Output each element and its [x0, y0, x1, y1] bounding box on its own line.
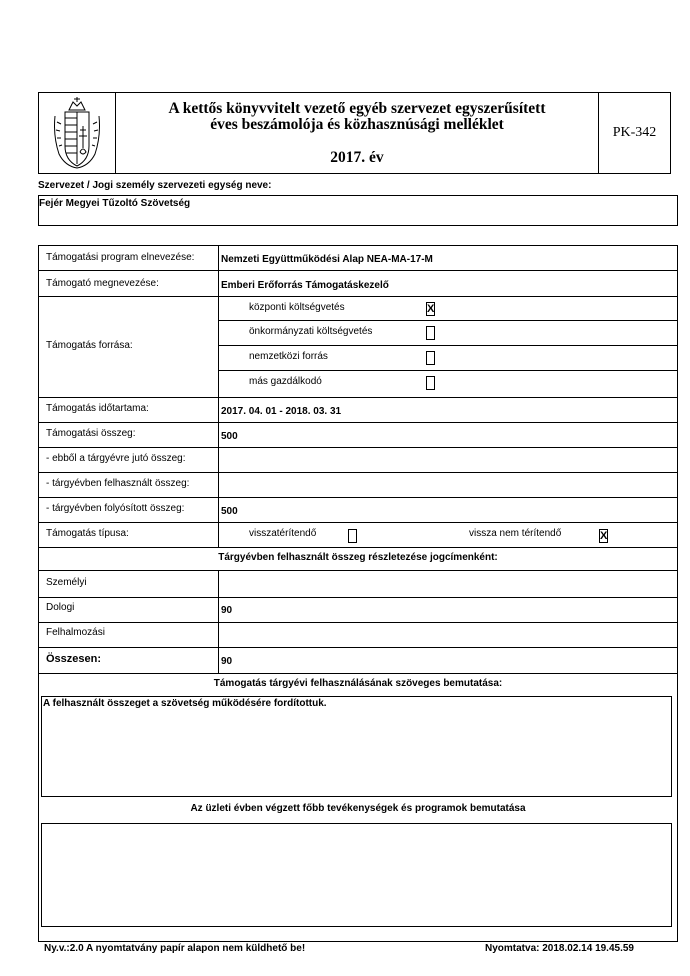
row-divider [38, 472, 678, 473]
form-title-line2: éves beszámolója és közhasznúsági melléklet [210, 116, 504, 133]
row-divider [218, 320, 678, 321]
breakdown-capital-label: Felhalmozási [46, 627, 105, 638]
row-divider [38, 570, 678, 571]
row-divider [38, 447, 678, 448]
source-municipal-label: önkormányzati költségvetés [249, 326, 373, 337]
supporter-label: Támogató megnevezése: [46, 278, 159, 289]
program-value[interactable]: Nemzeti Együttműködési Alap NEA-MA-17-M [221, 254, 433, 265]
usage-title: Támogatás tárgyévi felhasználásának szöveges bemutatása: [213, 678, 503, 689]
source-central-checkbox[interactable]: X [427, 303, 435, 315]
usage-text: A felhasznált összeget a szövetség működésére fordítottuk. [43, 698, 327, 709]
source-label: Támogatás forrása: [46, 340, 133, 351]
type-refundable-checkbox[interactable] [348, 529, 357, 543]
breakdown-title: Tárgyévben felhasznált összeg részletezése jogcímenként: [218, 552, 498, 563]
column-divider [218, 570, 219, 673]
source-central-label: központi költségvetés [249, 302, 345, 313]
used-label: - tárgyévben felhasznált összeg: [46, 478, 190, 489]
row-divider [38, 647, 678, 648]
footer-print-date: Nyomtatva: 2018.02.14 19.45.59 [485, 943, 634, 954]
row-divider [38, 397, 678, 398]
type-refundable-label: visszatérítendő [249, 528, 317, 539]
org-name-value: Fejér Megyei Tűzoltó Szövetség [39, 198, 191, 209]
row-divider [218, 345, 678, 346]
paid-label: - tárgyévben folyósított összeg: [46, 503, 185, 514]
row-divider [38, 597, 678, 598]
type-nonrefundable-label: vissza nem térítendő [469, 528, 562, 539]
source-other-label: más gazdálkodó [249, 376, 322, 387]
breakdown-material-value[interactable]: 90 [221, 605, 233, 616]
breakdown-personnel-label: Személyi [46, 577, 87, 588]
source-international-checkbox[interactable] [426, 351, 435, 365]
activities-title: Az üzleti évben végzett főbb tevékenységek és programok bemutatása [190, 803, 526, 814]
form-code: PK-342 [612, 125, 657, 140]
row-divider [38, 522, 678, 523]
activities-text-box[interactable] [41, 823, 672, 927]
paid-value[interactable]: 500 [221, 506, 238, 517]
amount-value[interactable]: 500 [221, 431, 238, 442]
duration-value[interactable]: 2017. 04. 01 - 2018. 03. 31 [221, 406, 342, 417]
row-divider [38, 673, 678, 674]
type-label: Támogatás típusa: [46, 528, 129, 539]
row-divider [38, 422, 678, 423]
supporter-value[interactable]: Emberi Erőforrás Támogatáskezelő [221, 280, 389, 291]
breakdown-total-label: Összesen: [46, 653, 102, 665]
source-international-label: nemzetközi forrás [249, 351, 328, 362]
usage-text-box[interactable] [41, 696, 672, 797]
row-divider [38, 497, 678, 498]
amount-label: Támogatási összeg: [46, 428, 136, 439]
row-divider [218, 370, 678, 371]
form-year: 2017. év [330, 149, 384, 166]
source-other-checkbox[interactable] [426, 376, 435, 390]
row-divider [38, 547, 678, 548]
breakdown-material-label: Dologi [46, 602, 75, 613]
org-label: Szervezet / Jogi személy szervezeti egység neve: [38, 180, 272, 191]
breakdown-total-value[interactable]: 90 [221, 656, 233, 667]
duration-label: Támogatás időtartama: [46, 403, 149, 414]
type-nonrefundable-checkbox[interactable]: X [600, 530, 608, 542]
footer-version-note: Ny.v.:2.0 A nyomtatvány papír alapon nem küldhető be! [44, 943, 306, 954]
coat-of-arms-logo [51, 96, 103, 170]
column-divider [218, 245, 219, 547]
form-title-line1: A kettős könyvvitelt vezető egyéb szervezet egyszerűsített [168, 100, 546, 117]
year-share-label: - ebből a tárgyévre jutó összeg: [46, 453, 186, 464]
row-divider [38, 270, 678, 271]
row-divider [38, 622, 678, 623]
row-divider [38, 296, 678, 297]
program-label: Támogatási program elnevezése: [46, 252, 195, 263]
source-municipal-checkbox[interactable] [426, 326, 435, 340]
